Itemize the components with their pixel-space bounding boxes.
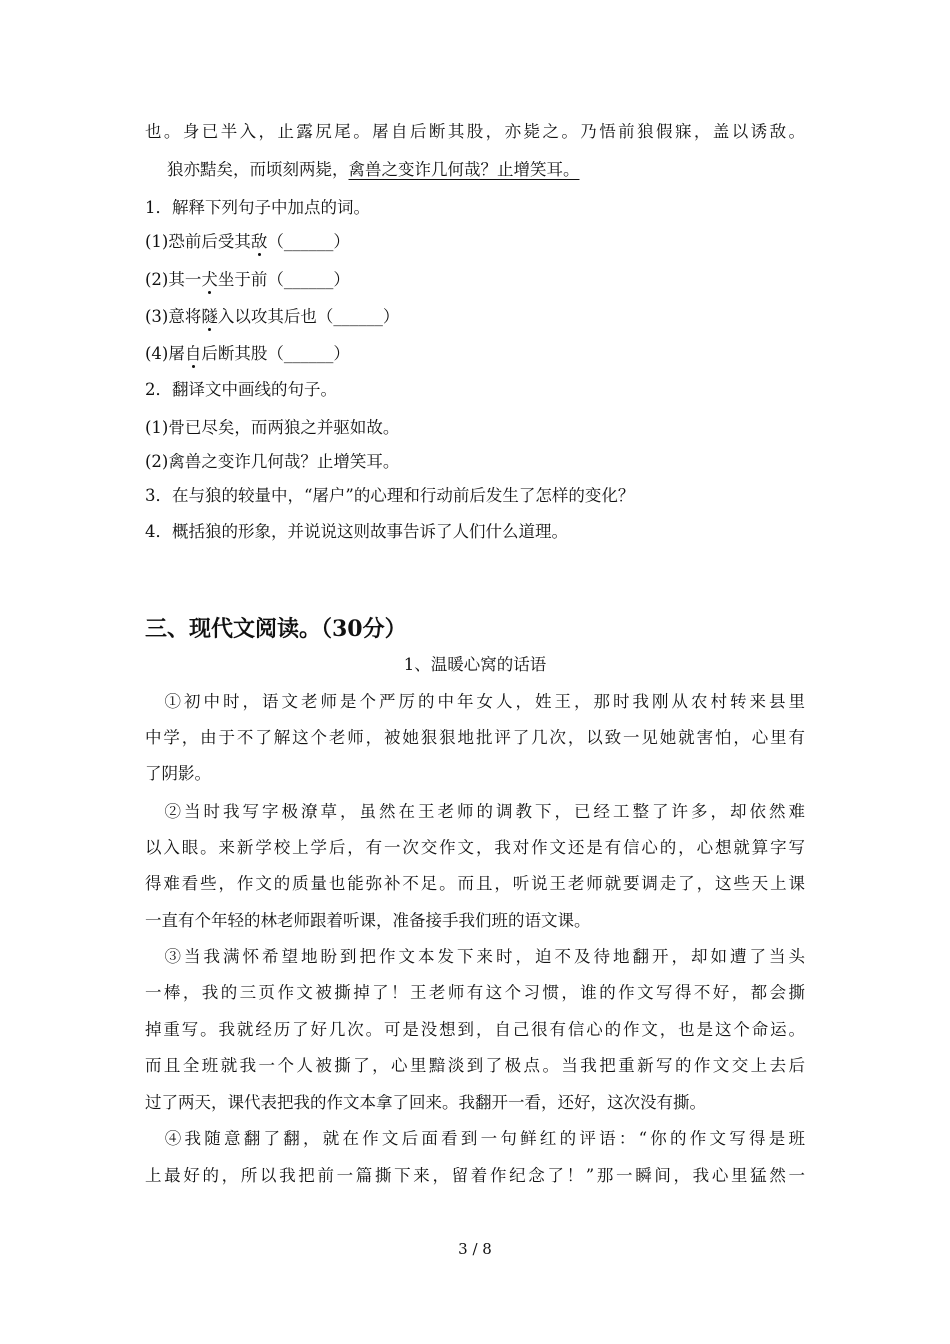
question-4: 4．概括狼的形象，并说说这则故事告诉了人们什么道理。	[145, 522, 568, 541]
item-text: (1)恐前后受其	[145, 232, 251, 251]
article-line: 中学，由于不了解这个老师，被她狠狠地批评了几次，以致一见她就害怕，心里有	[145, 728, 805, 747]
article-line: ③当我满怀希望地盼到把作文本发下来时，迫不及待地翻开，却如遭了当头	[145, 947, 805, 966]
classical-text-line	[167, 158, 827, 182]
article-line: ②当时我写字极潦草，虽然在王老师的调教下，已经工整了许多，却依然难	[145, 802, 805, 821]
question-2: 2．翻译文中画线的句子。	[145, 380, 337, 399]
item-text: (4)屠	[145, 344, 185, 363]
article-line: 一直有个年轻的林老师跟着听课，准备接手我们班的语文课。	[145, 911, 591, 930]
article-line: 而且全班就我一个人被撕了，心里黯淡到了极点。当我把重新写的作文交上去后	[145, 1056, 805, 1075]
dotted-word: 隧	[201, 307, 218, 326]
question-1: 1．解释下列句子中加点的词。	[145, 198, 370, 217]
item-text: (2)其一	[145, 270, 202, 289]
item-text: (3)意将	[145, 307, 202, 326]
question-1-item	[145, 342, 805, 366]
article-line: 过了两天，课代表把我的作文本拿了回来。我翻开一看，还好，这次没有撕。	[145, 1093, 706, 1112]
article-title: 1、温暖心窝的话语	[403, 655, 547, 674]
question-1-item	[145, 230, 805, 254]
item-blank: 坐于前（______）	[217, 270, 350, 289]
article-line: 以入眼。来新学校上学后，有一次交作文，我对作文还是有信心的，心想就算字写	[145, 838, 805, 857]
question-2-item: (1)骨已尽矣，而两狼之并驱如故。	[145, 418, 400, 437]
article-line: 上最好的，所以我把前一篇撕下来，留着作纪念了！”那一瞬间，我心里猛然一	[145, 1166, 805, 1185]
item-blank: 入以攻其后也（______）	[217, 307, 400, 326]
article-line: 得难看些，作文的质量也能弥补不足。而且，听说王老师就要调走了，这些天上课	[145, 874, 805, 893]
article-line: 了阴影。	[145, 764, 211, 783]
question-3: 3．在与狼的较量中，“屠户”的心理和行动前后发生了怎样的变化？	[145, 486, 635, 505]
dotted-word: 敌	[250, 232, 268, 251]
question-1-item	[145, 268, 805, 292]
question-1-item	[145, 305, 805, 329]
section-heading: 三、现代文阅读。（30分）	[145, 616, 407, 642]
article-line: 一棒，我的三页作文被撕掉了！王老师有这个习惯，谁的作文写得不好，都会撕	[145, 983, 805, 1002]
dotted-word: 自	[184, 344, 202, 363]
underlined-sentence: 禽兽之变诈几何哉？止增笑耳。	[348, 160, 580, 179]
page-number: 3 / 8	[458, 1240, 492, 1258]
item-blank: 后断其股（______）	[201, 344, 350, 363]
classical-plain: 狼亦黠矣，而顷刻两毙，	[167, 160, 349, 179]
article-line: ①初中时，语文老师是个严厉的中年女人，姓王，那时我刚从农村转来县里	[145, 692, 805, 711]
dotted-word: 犬	[201, 270, 218, 289]
article-line: 掉重写。我就经历了好几次。可是没想到，自己很有信心的作文，也是这个命运。	[145, 1020, 805, 1039]
classical-text-line: 也。身已半入，止露尻尾。屠自后断其股，亦毙之。乃悟前狼假寐，盖以诱敌。	[145, 122, 805, 141]
article-line: ④我随意翻了翻，就在作文后面看到一句鲜红的评语：“你的作文写得是班	[145, 1129, 805, 1148]
question-2-item: (2)禽兽之变诈几何哉？止增笑耳。	[145, 452, 400, 471]
item-blank: （______）	[267, 232, 350, 251]
